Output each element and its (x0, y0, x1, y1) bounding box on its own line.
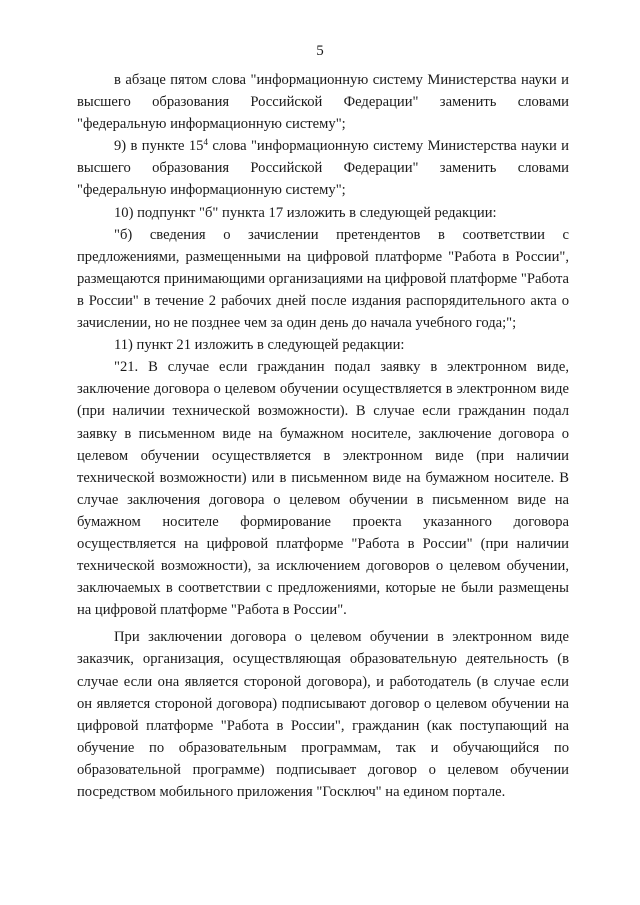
paragraph-item-11: 11) пункт 21 изложить в следующей редакции: (114, 337, 405, 354)
item-9-lead: 9) в пункте 15 (114, 138, 204, 155)
paragraph-abzac-5: в абзаце пятом слова "информационную систему Министерства науки и высшего образования Российской Федерации" заменить словами "федеральную информационную систему"; (77, 72, 569, 133)
page-number: 5 (316, 43, 324, 59)
item-9-superscript: 4 (203, 137, 208, 148)
paragraph-point-21-part-2: При заключении договора о целевом обучении в электронном виде заказчик, организация, осуществляющая образовательную деятельность (в случае если она является стороной договора), и работодатель (в случае если он является стороной договора) подписывают договор о целевом обучении на цифровой платформе "Работа в России", гражданин (как поступающий на обучение по образовательным программам, так и обучающийся по образовательной программе) подписывает договор о целевом обучении посредством мобильного приложения "Госключ" на едином портале. (77, 629, 569, 800)
paragraph-point-21: "21. В случае если гражданин подал заявку в электронном виде, заключение договора о целевом обучении осуществляется в электронном виде (при наличии технической возможности). В случае если гражданин подал заявку в письменном виде на бумажном носителе, заключение договора о целевом обучении осуществляется в электронном виде (при наличии технической возможности) или в письменном виде на бумажном носителе. В случае заключения договора о целевом обучении в письменном виде на бумажном носителе формирование проекта указанного договора осуществляется на цифровой платформе "Работа в России" (при наличии технической возможности), за исключением договоров о целевом обучении, заключаемых в соответствии с предложениями, которые не были размещены на цифровой платформе "Работа в России". (77, 359, 569, 619)
document-body (77, 69, 569, 803)
paragraph-subitem-b: "б) сведения о зачислении претендентов в соответствии с предложениями, размещенными на цифровой платформе "Работа в России", размещаются принимающими организациями на цифровой платформе "Работа в России" в течение 2 рабочих дней после издания распорядительного акта о зачислении, но не позднее чем за один день до начала учебного года;"; (77, 226, 569, 332)
paragraph-item-9 (77, 135, 569, 201)
item-9-rest: слова "информационную систему Министерства науки и высшего образования Российской Федерации" заменить словами "федеральную информационную систему"; (77, 138, 569, 199)
paragraph-item-10: 10) подпункт "б" пункта 17 изложить в следующей редакции: (114, 204, 497, 221)
